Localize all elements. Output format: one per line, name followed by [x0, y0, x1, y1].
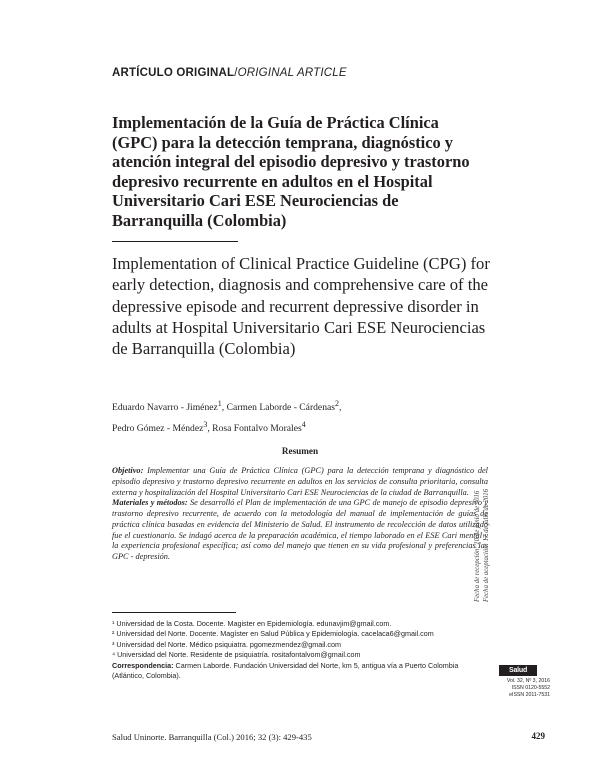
author-name: Carmen Laborde - Cárdenas	[226, 402, 335, 414]
footnote-3: ³ Universidad del Norte. Médico psiquiatra. pgomezmendez@gmail.com	[112, 639, 342, 649]
abstract-objective	[112, 466, 488, 498]
accepted-date: Fecha de aceptación: 17 de julio de 2016	[483, 488, 490, 602]
correspondence-text: Carmen Laborde. Fundación Universidad del Norte, km 5, antigua vía a Puerto Colombia (Atlántico, Colombia).	[112, 660, 459, 681]
journal-logo: Salud	[499, 665, 537, 676]
journal-eissn: eISSN 2011-7531	[509, 692, 550, 698]
methods-text: Se desarrolló el Plan de implementación de una GPC de manejo de episodio depresivo y trastorno depresivo recurrente, de acuerdo con la metodología del manual de implementación de guías de práctica clínica basadas en evidencia del Ministerio de Salud. El instrumento de recolección de datos utilizado fue el cuestionario. Se indagó acerca de la preparación académica, el tiempo laborado en el ESE Cari mental y la experiencia profesional específica; así como del manejo que tienen en su vida profesional y preferencias las GPC - depresión.	[112, 498, 489, 561]
objective-label: Objetivo:	[112, 466, 144, 475]
author-affiliation-mark: 2	[334, 399, 339, 408]
footnote-divider	[112, 612, 236, 613]
journal-issn-block	[496, 678, 550, 699]
author-list: Eduardo Navarro - Jiménez$^1$, Carmen Laborde - Cárdenas$^2$, Pedro Gómez - Méndez$^3$, Rosa Fontalvo Morales$^4$	[112, 399, 342, 435]
objective-text: Implementar una Guía de Práctica Clínica (GPC) para la detección temprana y diagnóstico del episodio depresivo y trastorno depresivo recurrente en adultos en los servicios de consulta prioritaria, consulta externa y hospitalización del Hospital Universitario Cari ESE Neurociencias de la ciudad de Barranquilla.	[112, 466, 488, 497]
section-label-en: ORIGINAL ARTICLE	[237, 67, 347, 79]
author-name: Pedro Gómez - Méndez	[112, 423, 204, 435]
footer-citation: Salud Uninorte. Barranquilla (Col.) 2016; 32 (3): 429-435	[112, 732, 312, 742]
article-title-english: Implementation of Clinical Practice Guideline (CPG) for early detection, diagnosis and comprehensive care of the depressive episode and recurrent depressive disorder in adults at Hospital Universitario Cari ESE Neurociencias de Barranquilla (Colombia)	[112, 254, 490, 359]
page-number: 429	[531, 731, 545, 741]
section-tag	[112, 67, 347, 79]
received-accepted-dates	[473, 462, 497, 602]
correspondence	[112, 661, 490, 682]
author-name: Rosa Fontalvo Morales	[212, 423, 302, 435]
article-title-spanish: Implementación de la Guía de Práctica Clínica (GPC) para la detección temprana, diagnóstico y atención integral del episodio depresivo y trastorno depresivo recurrente en adultos en el Hospital Universitario Cari ESE Neurociencias de Barranquilla (Colombia)	[112, 113, 470, 230]
journal-volume: Vol. 32, Nº 3, 2016	[506, 678, 550, 684]
author-affiliation-mark: 4	[301, 420, 306, 430]
methods-label: Materiales y métodos:	[112, 498, 188, 508]
footnote-1: ¹ Universidad de la Costa. Docente. Magister en Epidemiología. edunavjim@gmail.com.	[112, 619, 392, 628]
author-affiliation-mark: 3	[203, 420, 208, 430]
title-divider	[112, 241, 238, 242]
section-label-es: ARTÍCULO ORIGINAL	[112, 67, 235, 79]
author-affiliation-mark: 1	[217, 399, 222, 408]
journal-issn: ISSN 0120-5552	[511, 685, 550, 691]
received-date: Fecha de recepción: 10 de junio de 2016	[474, 490, 481, 602]
footnote-2: ² Universidad del Norte. Docente. Magíster en Salud Pública y Epidemiología. cacelaca6@gmail.com	[112, 629, 434, 639]
footnotes	[112, 619, 490, 681]
section-separator: /	[234, 67, 238, 79]
abstract-heading: Resumen	[281, 446, 319, 456]
correspondence-label: Correspondencia:	[112, 660, 174, 670]
author-name: Eduardo Navarro - Jiménez	[112, 402, 218, 414]
abstract-body	[112, 466, 488, 563]
footnote-4: ⁴ Universidad del Norte. Residente de psiquiatría. rositafontalvom@gmail.com	[112, 650, 361, 660]
abstract-methods	[112, 498, 488, 563]
